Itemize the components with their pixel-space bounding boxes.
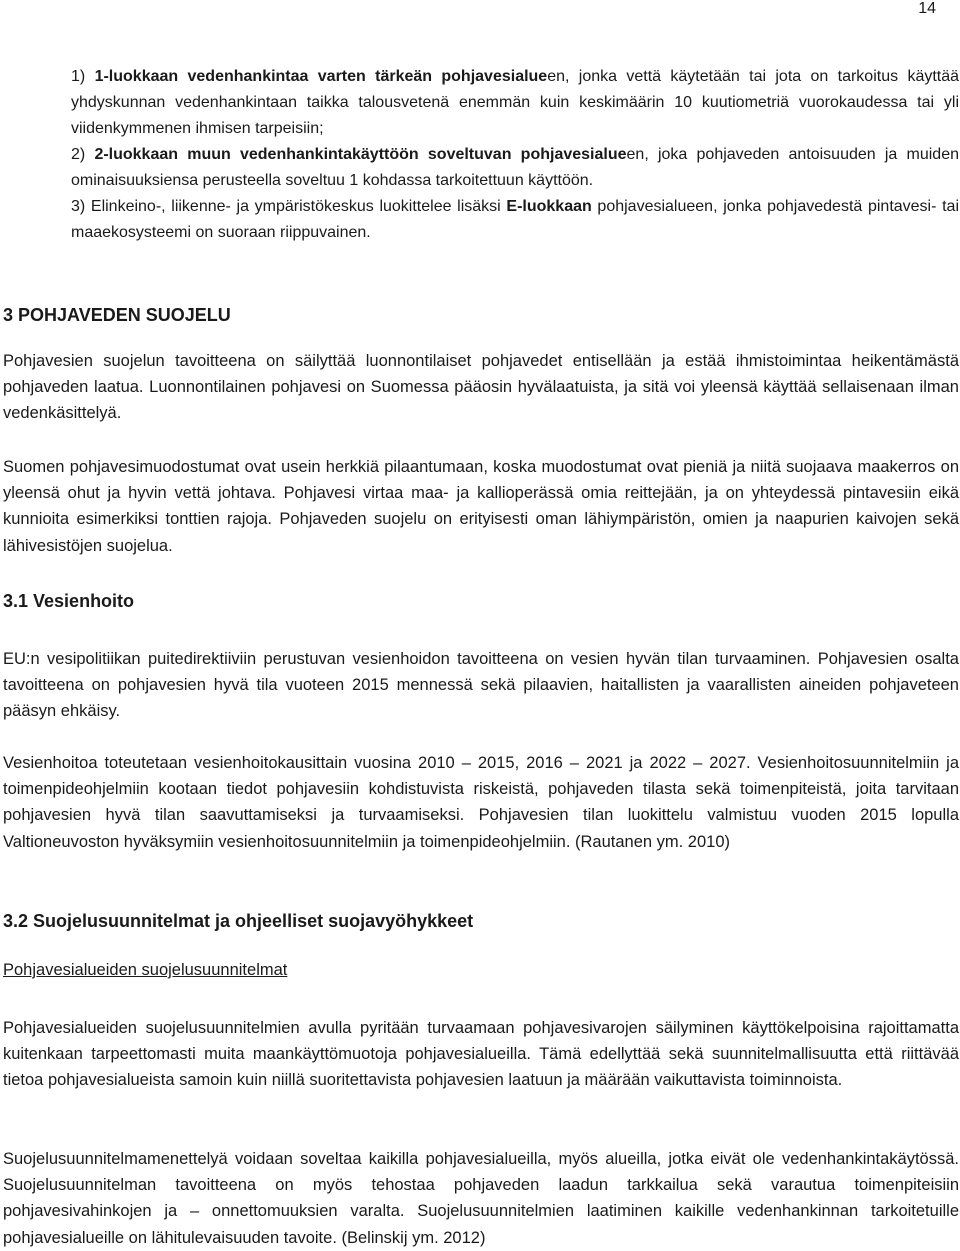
list-item-2-prefix: 2) bbox=[71, 146, 95, 163]
list-item-3-text: pohjavesialueen, jonka pohjavedestä pintavesi- tai maaekosysteemi on suoraan riippuvainen. bbox=[71, 198, 960, 241]
section-3-2-paragraph-2 bbox=[3, 1146, 959, 1251]
section-3-1-paragraph-1-text: EU:n vesipolitiikan puitedirektiiviin perustuvan vesienhoidon tavoitteena on vesien hyvän tilan turvaaminen. Pohjavesien osalta tavoitteena on pohjavesien hyvä tila vuoteen 2015 mennessä sekä pilaavien, haitallisten ja vaarallisten aineiden pohjaveteen pääsyn ehkäisy. bbox=[3, 650, 959, 721]
section-3-paragraph-2-text: Suomen pohjavesimuodostumat ovat usein herkkiä pilaantumaan, koska muodostumat ovat pieniä ja niitä suojaava maakerros on yleensä ohut ja hyvin vettä johtava. Pohjavesi virtaa maa- ja kallioperässä omia reittejään, ja on yhteydessä pintavesiin eikä kunnioita esimerkiksi tonttien rajoja. Pohjaveden suojelu on erityisesti oman lähiympäristön, omien ja naapurien kaivojen sekä lähivesistöjen suojelua. bbox=[3, 458, 959, 555]
section-3-2-subheading: Pohjavesialueiden suojelusuunnitelmat bbox=[3, 961, 288, 979]
page-number: 14 bbox=[918, 0, 936, 17]
section-3-paragraph-1 bbox=[3, 348, 959, 427]
section-3-heading: 3 POHJAVEDEN SUOJELU bbox=[3, 305, 231, 325]
list-item-1 bbox=[71, 64, 959, 142]
section-3-paragraph-2 bbox=[3, 454, 959, 559]
section-3-1-paragraph-1 bbox=[3, 646, 959, 725]
classification-list bbox=[71, 64, 959, 246]
section-3-2-paragraph-2-text: Suojelusuunnitelmamenettelyä voidaan soveltaa kaikilla pohjavesialueilla, myös alueilla, jotka eivät ole vedenhankintakäytössä. Suojelusuunnitelman tavoitteena on myös tehostaa pohjaveden laadun tarkkailua sekä varautua toimenpiteisiin pohjavesivahinkojen ja – onnettomuuksien varalta. Suojelusuunnitelmien laatiminen kaikille vedenhankinnan tarkoitetuille pohjavesialueille on lähitulevaisuuden tavoite. (Belinskij ym. 2012) bbox=[3, 1150, 959, 1247]
section-3-1-heading: 3.1 Vesienhoito bbox=[3, 591, 135, 611]
section-3-2-paragraph-1-text: Pohjavesialueiden suojelusuunnitelmien avulla pyritään turvaamaan pohjavesivarojen säilyminen käyttökelpoisina rajoittamatta kuitenkaan tarpeettomasti muita maankäyttömuotoja pohjavesialueilla. Tämä edellyttää sekä suunnitelmallisuutta että riittävää tietoa pohjavesialueista samoin kuin niillä suoritettavista pohjavesien laatuun ja määrään vaikuttavista toiminnoista. bbox=[3, 1019, 959, 1090]
section-3-1-paragraph-2-text: Vesienhoitoa toteutetaan vesienhoitokausittain vuosina 2010 – 2015, 2016 – 2021 ja 2022 – 2027. Vesienhoitosuunnitelmiin ja toimenpideohjelmiin kootaan tiedot pohjavesiin kohdistuvista riskeistä, pohjaveden tilasta sekä toimenpiteistä, joita tarvitaan pohjavesien hyvä tilan saavuttamiseksi ja turvaamiseksi. Pohjavesien tilan luokittelu valmistuu vuoden 2015 lopulla Valtioneuvoston hyväksymiin vesienhoitosuunnitelmiin ja toimenpideohjelmiin. (Rautanen ym. 2010) bbox=[3, 754, 959, 851]
list-item-2 bbox=[71, 142, 959, 194]
list-item-1-text: en, jonka vettä käytetään tai jota on tarkoitus käyttää yhdyskunnan vedenhankintaan taikka talousvetenä enemmän kuin keskimäärin 10 kuutiometriä vuorokaudessa tai yli viidenkymmenen ihmisen tarpeisiin; bbox=[71, 68, 960, 137]
list-item-1-bold: 1-luokkaan vedenhankintaa varten tärkeän pohjavesialue bbox=[94, 68, 548, 85]
section-3-paragraph-1-text: Pohjavesien suojelun tavoitteena on säilyttää luonnontilaiset pohjavedet entisellään ja estää ihmistoimintaa heikentämästä pohjaveden laatua. Luonnontilainen pohjavesi on Suomessa pääosin hyvälaatuista, ja sitä voi yleensä käyttää sellaisenaan ilman vedenkäsittelyä. bbox=[3, 352, 959, 423]
list-item-3-pre: 3) Elinkeino-, liikenne- ja ympäristökeskus luokittelee lisäksi bbox=[71, 198, 507, 215]
section-3-1-paragraph-2 bbox=[3, 750, 959, 855]
list-item-2-text: en, joka pohjaveden antoisuuden ja muiden ominaisuuksiensa perusteella soveltuu 1 kohdassa tarkoitettuun käyttöön. bbox=[71, 146, 960, 189]
list-item-2-bold: 2-luokkaan muun vedenhankintakäyttöön soveltuvan pohjavesialue bbox=[94, 146, 627, 163]
list-item-3-bold: E-luokkaan bbox=[506, 198, 592, 215]
list-item-1-prefix: 1) bbox=[71, 68, 95, 85]
list-item-3 bbox=[71, 194, 959, 246]
section-3-2-heading: 3.2 Suojelusuunnitelmat ja ohjeelliset suojavyöhykkeet bbox=[3, 911, 474, 931]
section-3-2-paragraph-1 bbox=[3, 1015, 959, 1094]
